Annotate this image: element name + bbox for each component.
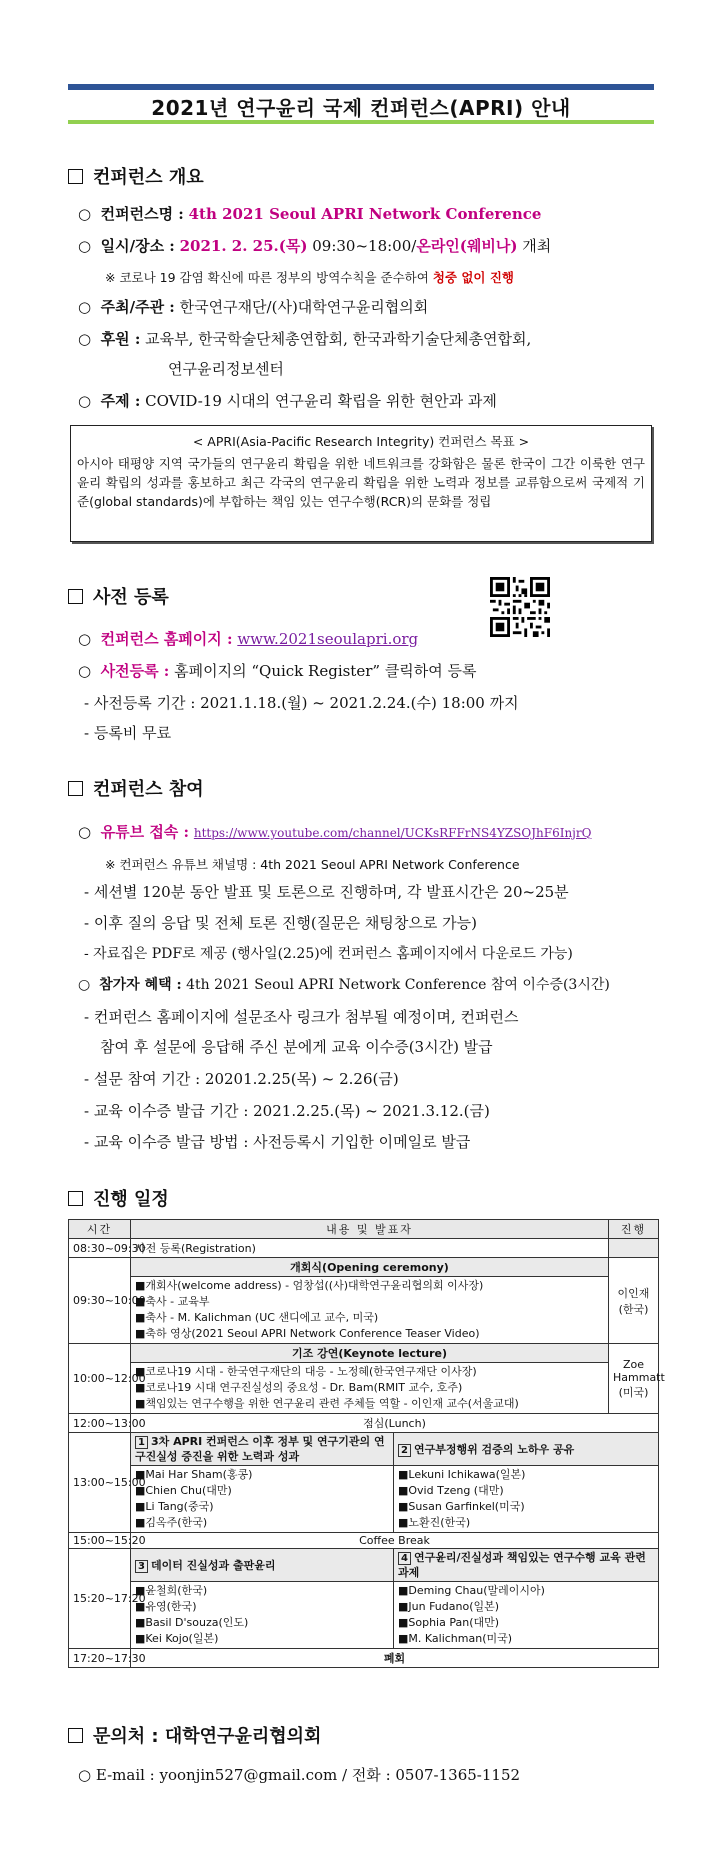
list-item: ■축사 - 교육부 bbox=[135, 1295, 210, 1308]
list-item: ■Sophia Pan(대만) bbox=[398, 1616, 500, 1629]
goal-body: 아시아 태평양 지역 국가들의 연구윤리 확립을 위한 네트워크를 강화함은 물론 한국이 그간 이룩한 연구윤리 확립의 성과를 홍보하고 최근 각국의 연구윤리 확립을 위한 노력과 정보를 교류함으로써 국제적 기준(global standards)에 부합하는 책임 있는 연구수행(RCR)의 문화를 정립 bbox=[77, 456, 645, 509]
coffee-break-row: Coffee Break bbox=[131, 1533, 659, 1549]
section-title: 진행 일정 bbox=[93, 1189, 169, 1210]
registration-period: - 사전등록 기간 : 2021.1.18.(월) ~ 2021.2.24.(수) 18:00 까지 bbox=[84, 694, 519, 712]
row-chair-empty bbox=[609, 1239, 659, 1258]
checkbox-square-icon bbox=[68, 1728, 83, 1743]
section-title: 컨퍼런스 개요 bbox=[93, 167, 204, 188]
session-2-title: 2 연구부정행위 검증의 노하우 공유 bbox=[394, 1433, 659, 1466]
session-number: 2 bbox=[398, 1444, 411, 1457]
registration-prereg-line: ○ 사전등록 : 홈페이지의 “Quick Register” 클릭하여 등록 bbox=[78, 662, 477, 680]
section-registration-heading bbox=[68, 583, 169, 609]
table-row bbox=[69, 1277, 659, 1344]
qr-code-icon[interactable] bbox=[490, 577, 550, 637]
list-item: ■Chien Chu(대만) bbox=[135, 1484, 232, 1497]
row-time: 10:00~12:00 bbox=[69, 1344, 131, 1414]
section-title: 문의처 : 대학연구윤리협의회 bbox=[93, 1726, 322, 1747]
header-chair: 진행 bbox=[609, 1220, 659, 1239]
table-row bbox=[69, 1582, 659, 1649]
row-time: 08:30~09:30 bbox=[69, 1239, 131, 1258]
table-row bbox=[69, 1344, 659, 1363]
participation-youtube-line: ○ 유튜브 접속 : https://www.youtube.com/channel/UCKsRFFrNS4YZSOJhF6InjrQ bbox=[78, 823, 592, 841]
homepage-link[interactable]: www.2021seoulapri.org bbox=[237, 630, 419, 648]
section-title: 컨퍼런스 참여 bbox=[93, 779, 204, 800]
participation-line5: - 설문 참여 기간 : 20201.2.25(목) ~ 2.26(금) bbox=[84, 1070, 399, 1088]
table-row bbox=[69, 1414, 659, 1433]
list-item: ■개회사(welcome address) - 엄창섭((사)대학연구윤리협의회 이사장) bbox=[135, 1279, 484, 1292]
lunch-row: 점심(Lunch) bbox=[131, 1414, 659, 1433]
overview-name-line: ○ 컨퍼런스명 : 4th 2021 Seoul APRI Network Conference bbox=[78, 205, 542, 223]
session-2-speakers bbox=[394, 1466, 659, 1533]
list-item: ■유영(한국) bbox=[135, 1600, 197, 1613]
table-row bbox=[69, 1239, 659, 1258]
table-row bbox=[69, 1649, 659, 1668]
checkbox-square-icon bbox=[68, 169, 83, 184]
participation-line2: - 이후 질의 응답 및 전체 토론 진행(질문은 채팅창으로 가능) bbox=[84, 914, 477, 932]
keynote-chair: Zoe Hammatt (미국) bbox=[609, 1344, 659, 1414]
overview-date-line: ○ 일시/장소 : 2021. 2. 25.(목) 09:30~18:00/온라인(웨비나) 개최 bbox=[78, 237, 552, 255]
list-item: ■Jun Fudano(일본) bbox=[398, 1600, 500, 1613]
opening-chair: 이인재 (한국) bbox=[609, 1258, 659, 1344]
list-item: ■Lekuni Ichikawa(일본) bbox=[398, 1468, 526, 1481]
session-4-speakers bbox=[394, 1582, 659, 1649]
row-time: 17:20~17:30 bbox=[69, 1649, 131, 1668]
session-number: 4 bbox=[398, 1552, 411, 1565]
youtube-channel-note: ※ 컨퍼런스 유튜브 채널명 : 4th 2021 Seoul APRI Network Conference bbox=[105, 857, 520, 872]
participation-benefit-line: ○ 참가자 혜택 : 4th 2021 Seoul APRI Network Conference 참여 이수증(3시간) bbox=[78, 977, 610, 993]
registration-homepage-line: ○ 컨퍼런스 홈페이지 : www.2021seoulapri.org bbox=[78, 630, 419, 648]
opening-items bbox=[131, 1277, 609, 1344]
participation-line1: - 세션별 120분 동안 발표 및 토론으로 진행하며, 각 발표시간은 20~25분 bbox=[84, 883, 569, 901]
list-item: ■코로나19 시대 - 한국연구재단의 대응 - 노정혜(한국연구재단 이사장) bbox=[135, 1365, 477, 1378]
list-item: ■Kei Kojo(일본) bbox=[135, 1632, 219, 1645]
list-item: ■김옥주(한국) bbox=[135, 1516, 208, 1529]
goal-header: < APRI(Asia-Pacific Research Integrity) 컨퍼런스 목표 > bbox=[192, 434, 530, 449]
title-rule-bottom bbox=[68, 120, 654, 124]
row-time: 09:30~10:00 bbox=[69, 1258, 131, 1344]
table-row bbox=[69, 1533, 659, 1549]
list-item: ■책임있는 연구수행을 위한 연구윤리 관련 주체들 역할 - 이인재 교수(서울교대) bbox=[135, 1397, 519, 1410]
checkbox-square-icon bbox=[68, 781, 83, 796]
keynote-heading: 기조 강연(Keynote lecture) bbox=[131, 1344, 609, 1363]
list-item: ■Mai Har Sham(홍콩) bbox=[135, 1468, 253, 1481]
checkbox-square-icon bbox=[68, 589, 83, 604]
row-content: 사전 등록(Registration) bbox=[131, 1239, 609, 1258]
conference-goal-box bbox=[70, 425, 652, 542]
registration-fee: - 등록비 무료 bbox=[84, 724, 172, 742]
list-item: ■노환진(한국) bbox=[398, 1516, 471, 1529]
list-item: ■축하 영상(2021 Seoul APRI Network Conference Teaser Video) bbox=[135, 1327, 480, 1340]
row-time: 13:00~15:00 bbox=[69, 1433, 131, 1533]
schedule-table bbox=[68, 1219, 665, 1668]
overview-host-line: ○ 주최/주관 : 한국연구재단/(사)대학연구윤리협의회 bbox=[78, 298, 429, 316]
row-time: 12:00~13:00 bbox=[69, 1414, 131, 1433]
table-row bbox=[69, 1433, 659, 1466]
table-row bbox=[69, 1549, 659, 1582]
closing-row: 폐회 bbox=[131, 1649, 659, 1668]
list-item: ■Basil D'souza(인도) bbox=[135, 1616, 249, 1629]
session-4-title: 4 연구윤리/진실성과 책임있는 연구수행 교육 관련 과제 bbox=[394, 1549, 659, 1582]
participation-line4a: - 컨퍼런스 홈페이지에 설문조사 링크가 첨부될 예정이며, 컨퍼런스 bbox=[84, 1008, 519, 1026]
page-title: 2021년 연구윤리 국제 컨퍼런스(APRI) 안내 bbox=[151, 96, 571, 120]
row-time: 15:20~17:20 bbox=[69, 1549, 131, 1649]
list-item: ■Li Tang(중국) bbox=[135, 1500, 214, 1513]
youtube-link[interactable]: https://www.youtube.com/channel/UCKsRFFrNS4YZSOJhF6InjrQ bbox=[193, 826, 592, 840]
participation-line7: - 교육 이수증 발급 방법 : 사전등록시 기입한 이메일로 발급 bbox=[84, 1133, 471, 1151]
participation-line4b: 참여 후 설문에 응답해 주신 분에게 교육 이수증(3시간) 발급 bbox=[100, 1038, 493, 1056]
session-3-title: 3 데이터 진실성과 출판윤리 bbox=[131, 1549, 394, 1582]
table-row bbox=[69, 1363, 659, 1414]
section-title: 사전 등록 bbox=[93, 587, 169, 608]
list-item: ■M. Kalichman(미국) bbox=[398, 1632, 513, 1645]
overview-sponsor-line: ○ 후원 : 교육부, 한국학술단체총연합회, 한국과학기술단체총연합회, bbox=[78, 330, 532, 348]
table-row bbox=[69, 1258, 659, 1277]
opening-ceremony-heading: 개회식(Opening ceremony) bbox=[131, 1258, 609, 1277]
list-item: ■코로나19 시대 연구진실성의 중요성 - Dr. Bam(RMIT 교수, 호주) bbox=[135, 1381, 463, 1394]
section-participation-heading bbox=[68, 775, 204, 801]
session-1-speakers bbox=[131, 1466, 394, 1533]
header-time: 시간 bbox=[69, 1220, 131, 1239]
table-header-row bbox=[69, 1220, 659, 1239]
keynote-items bbox=[131, 1363, 609, 1414]
contact-line: ○ E-mail : yoonjin527@gmail.com / 전화 : 0507-1365-1152 bbox=[78, 1766, 521, 1784]
list-item: ■Deming Chau(말레이시아) bbox=[398, 1584, 545, 1597]
participation-line6: - 교육 이수증 발급 기간 : 2021.2.25.(목) ~ 2021.3.12.(금) bbox=[84, 1102, 490, 1120]
section-contact-heading bbox=[68, 1722, 321, 1748]
overview-theme-line: ○ 주제 : COVID-19 시대의 연구윤리 확립을 위한 현안과 과제 bbox=[78, 392, 497, 410]
list-item: ■Ovid Tzeng (대만) bbox=[398, 1484, 504, 1497]
row-time: 15:00~15:20 bbox=[69, 1533, 131, 1549]
header-content: 내용 및 발표자 bbox=[131, 1220, 609, 1239]
list-item: ■Susan Garfinkel(미국) bbox=[398, 1500, 525, 1513]
title-rule-top bbox=[68, 84, 654, 90]
session-3-speakers bbox=[131, 1582, 394, 1649]
conference-name: 4th 2021 Seoul APRI Network Conference bbox=[188, 205, 542, 223]
session-1-title: 1 3차 APRI 컨퍼런스 이후 정부 및 연구기관의 연구진실성 증진을 위한 노력과 성과 bbox=[131, 1433, 394, 1466]
overview-covid-note: ※ 코로나 19 감염 확신에 따른 정부의 방역수칙을 준수하여 청중 없이 진행 bbox=[105, 270, 514, 285]
session-number: 3 bbox=[135, 1560, 148, 1573]
session-number: 1 bbox=[135, 1436, 148, 1449]
section-overview-heading bbox=[68, 163, 204, 189]
overview-sponsor-line2: 연구윤리정보센터 bbox=[168, 360, 284, 378]
list-item: ■윤철희(한국) bbox=[135, 1584, 208, 1597]
list-item: ■축사 - M. Kalichman (UC 샌디에고 교수, 미국) bbox=[135, 1311, 379, 1324]
table-row bbox=[69, 1466, 659, 1533]
section-schedule-heading bbox=[68, 1185, 169, 1211]
checkbox-square-icon bbox=[68, 1191, 83, 1206]
participation-line3: - 자료집은 PDF로 제공 (행사일(2.25)에 컨퍼런스 홈페이지에서 다운로드 가능) bbox=[84, 946, 573, 962]
